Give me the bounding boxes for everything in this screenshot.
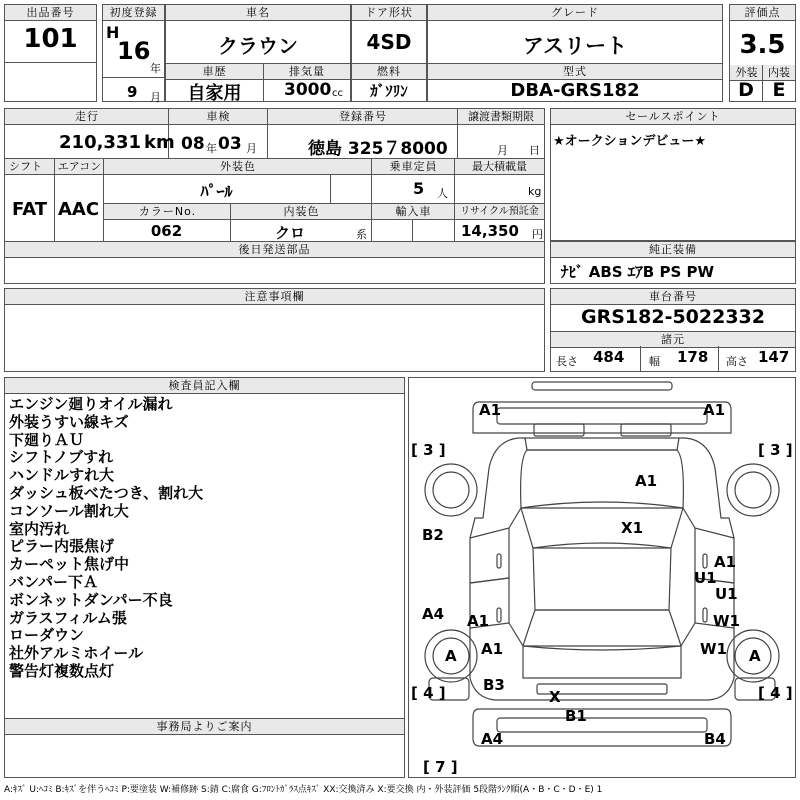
first-registration-label: 初度登録: [103, 5, 164, 21]
inspector-note: 下廻りＡＵ: [9, 430, 85, 449]
divider: [5, 62, 96, 63]
damage-legend: A:ｷｽﾞ U:ﾍｺﾐ B:ｷｽﾞを伴うﾍｺﾐ P:要塗装 W:補修跡 S:錆 C:腐食 G:ﾌﾛﾝﾄｶﾞﾗｽ点ｷｽﾞ XX:交換済み X:要交換 内・外装評価 5段階ﾗﾝｸ順(A・B・C・D・E) 1: [4, 785, 603, 795]
later-parts-label: 後日発送部品: [5, 242, 544, 258]
inspection-month-unit: 月: [246, 142, 257, 155]
mileage-unit: km: [144, 132, 175, 153]
inspector-note: ピラー内張焦げ: [9, 537, 115, 556]
reg-year: 16: [117, 37, 151, 65]
import-label: 輸入車: [371, 204, 455, 220]
chassis-cell: [550, 288, 796, 372]
interior-label: 内装: [762, 65, 795, 81]
office-cell: [4, 718, 405, 778]
max-load-unit: kg: [528, 185, 542, 198]
history-cell: [165, 63, 264, 102]
color-no-label: カラーNo.: [104, 204, 231, 220]
score-label: 評価点: [730, 5, 795, 21]
damage-mark-left-rear-fender: A1: [481, 640, 504, 658]
equipment-text: ﾅﾋﾞ ABS ｴｱB PS PW: [561, 263, 715, 281]
office-label: 事務局よりご案内: [5, 719, 404, 735]
damage-mark-left-quarter: B3: [483, 676, 505, 694]
damage-mark-tire-rr: [ 4 ]: [758, 684, 793, 702]
divider: [640, 346, 641, 371]
color-number: 062: [150, 222, 183, 240]
damage-mark-windshield: X1: [621, 519, 644, 537]
grade: アスリート: [522, 34, 628, 58]
capacity: 5: [413, 179, 425, 198]
damage-diagram: [408, 377, 796, 778]
damage-mark-right-rear-door-2: W1: [713, 612, 740, 630]
divider: [103, 77, 164, 78]
inspector-note: ローダウン: [9, 626, 85, 645]
displacement: 3000: [284, 80, 332, 100]
model-cell: [427, 63, 723, 102]
dims-label: 諸元: [551, 331, 795, 348]
interior-color-label: 内装色: [230, 204, 372, 220]
divider: [412, 219, 413, 241]
doors-cell: [351, 4, 427, 64]
inspector-label: 検査員記入欄: [5, 378, 404, 394]
car-name-cell: [165, 4, 351, 64]
chassis-number: GRS182-5022332: [581, 306, 765, 328]
damage-mark-right-front-door-2: U1: [694, 569, 717, 587]
car-diagram-svg: [409, 378, 795, 777]
inspector-note: 室内汚れ: [9, 519, 70, 538]
inspector-note: 警告灯複数点灯: [9, 661, 115, 680]
inspector-note: ハンドルすれ大: [9, 466, 115, 485]
aircon-label: エアコン: [54, 159, 104, 175]
inspector-note: ガラスフィルム張: [9, 608, 127, 627]
specs-block: [4, 108, 545, 284]
sales-point-text: ★オークションデビュー★: [553, 134, 707, 149]
inspector-note: ダッシュ板べたつき、割れ大: [9, 483, 204, 502]
divider: [330, 174, 331, 203]
displacement-cell: [263, 63, 351, 102]
length: 484: [593, 348, 625, 366]
aircon: AAC: [57, 199, 100, 220]
damage-mark-right-front-door-1: A1: [714, 553, 737, 571]
divider: [718, 346, 719, 371]
inspector-note: エンジン廻りオイル漏れ: [9, 395, 173, 413]
recycle-unit: 円: [532, 228, 543, 241]
caution-cell: [4, 288, 545, 372]
history: 自家用: [187, 83, 242, 104]
history-label: 車歴: [166, 64, 263, 80]
damage-mark-tire-fr: [ 3 ]: [758, 441, 793, 459]
score-cell: [729, 4, 796, 102]
lot-number: 101: [23, 24, 78, 54]
mileage-label: 走行: [5, 109, 169, 125]
damage-mark-tire-rl: [ 4 ]: [411, 684, 446, 702]
car-name: クラウン: [218, 34, 298, 58]
damage-mark-spare-tire: [ 7 ]: [423, 758, 458, 776]
inspector-notes: [5, 394, 404, 681]
doors: 4SD: [366, 30, 412, 54]
recycle-deposit: 14,350: [461, 222, 519, 240]
lot-number-label: 出品番号: [5, 5, 96, 21]
damage-mark-hood: A1: [635, 472, 658, 490]
fuel: ｶﾞｿﾘﾝ: [370, 82, 408, 100]
height-label: 高さ: [726, 355, 748, 368]
inspection-year-unit: 年: [206, 142, 217, 155]
exterior-score: D: [738, 79, 754, 101]
grade-label: グレード: [428, 5, 722, 21]
inspection-month: 03: [218, 134, 242, 154]
caution-label: 注意事項欄: [5, 289, 544, 305]
inspector-note: ボンネットダンパー不良: [9, 590, 173, 609]
damage-mark-rear-left-bumper: A4: [481, 730, 504, 748]
damage-mark-tire-fl: [ 3 ]: [411, 441, 446, 459]
inspector-note: コンソール割れ大: [9, 501, 129, 520]
displacement-label: 排気量: [264, 64, 350, 80]
inspector-note: 社外アルミホイール: [9, 644, 144, 663]
shift-label: シフト: [5, 159, 55, 175]
damage-mark-right-rear-fender: W1: [700, 640, 727, 658]
damage-mark-rear-glass: X: [549, 688, 561, 706]
doors-label: ドア形状: [352, 5, 426, 21]
fuel-label: 燃料: [352, 64, 426, 80]
damage-mark-wheel-left: A: [445, 647, 457, 665]
era-letter: H: [106, 23, 120, 42]
capacity-label: 乗車定員: [371, 159, 455, 175]
mileage: 210,331: [59, 132, 141, 153]
equipment-label: 純正装備: [551, 242, 795, 258]
inspector-note: 外装うすい線キズ: [9, 412, 129, 431]
fuel-cell: [351, 63, 427, 102]
width-label: 幅: [649, 355, 660, 368]
damage-mark-front-right-bumper: A1: [703, 401, 726, 419]
model: DBA-GRS182: [510, 80, 640, 101]
damage-mark-trunk: B1: [565, 707, 587, 725]
year-unit: 年: [150, 62, 161, 75]
exterior-color: ﾊﾟｰﾙ: [200, 182, 233, 201]
transfer-month-unit: 月: [497, 144, 508, 157]
model-label: 型式: [428, 64, 722, 80]
damage-mark-left-rocker: A1: [467, 612, 490, 630]
damage-mark-wheel-right: A: [749, 647, 761, 665]
color-label: 外装色: [103, 159, 372, 175]
interior-score: E: [772, 79, 786, 101]
interior-color: クロ: [274, 224, 305, 242]
inspector-note: バンパー下Ａ: [9, 572, 98, 591]
inspection-year: 08: [181, 134, 205, 154]
interior-color-unit: 系: [356, 228, 367, 241]
width: 178: [677, 348, 709, 366]
shift: FAT: [11, 199, 48, 220]
inspector-cell: [4, 377, 405, 719]
damage-mark-front-left-bumper: A1: [479, 401, 502, 419]
divider: [457, 124, 458, 158]
inspector-note: カーペット焦げ中: [9, 555, 130, 574]
damage-mark-left-front-fender: B2: [422, 526, 444, 544]
reg-month: 9: [127, 83, 138, 101]
length-label: 長さ: [556, 355, 578, 368]
damage-mark-left-rear-door: A4: [422, 605, 445, 623]
displacement-unit: cc: [332, 88, 343, 99]
height: 147: [758, 348, 790, 366]
sales-point-label: セールスポイント: [551, 109, 795, 125]
score: 3.5: [739, 30, 786, 60]
divider: [267, 124, 268, 158]
car-name-label: 車名: [166, 5, 350, 21]
recycle-label: リサイクル預託金: [454, 204, 544, 220]
inspection-label: 車検: [168, 109, 268, 125]
chassis-label: 車台番号: [551, 289, 795, 305]
exterior-label: 外装: [730, 65, 763, 81]
transfer-day-unit: 日: [529, 144, 540, 157]
first-registration-cell: [102, 4, 165, 102]
grade-cell: [427, 4, 723, 64]
damage-mark-right-rear-door-1: U1: [715, 585, 738, 603]
plate-label: 登録番号: [267, 109, 458, 125]
equipment-cell: [550, 241, 796, 284]
damage-mark-rear-right-bumper: B4: [704, 730, 726, 748]
month-unit: 月: [150, 91, 161, 104]
plate-number: 徳島 325７8000: [308, 139, 448, 159]
max-load-label: 最大積載量: [454, 159, 544, 175]
capacity-unit: 人: [437, 187, 448, 200]
lot-number-cell: [4, 4, 97, 102]
transfer-label: 譲渡書類期限: [457, 109, 544, 125]
sales-point-cell: [550, 108, 796, 241]
inspector-note: シフトノブすれ: [9, 448, 114, 467]
